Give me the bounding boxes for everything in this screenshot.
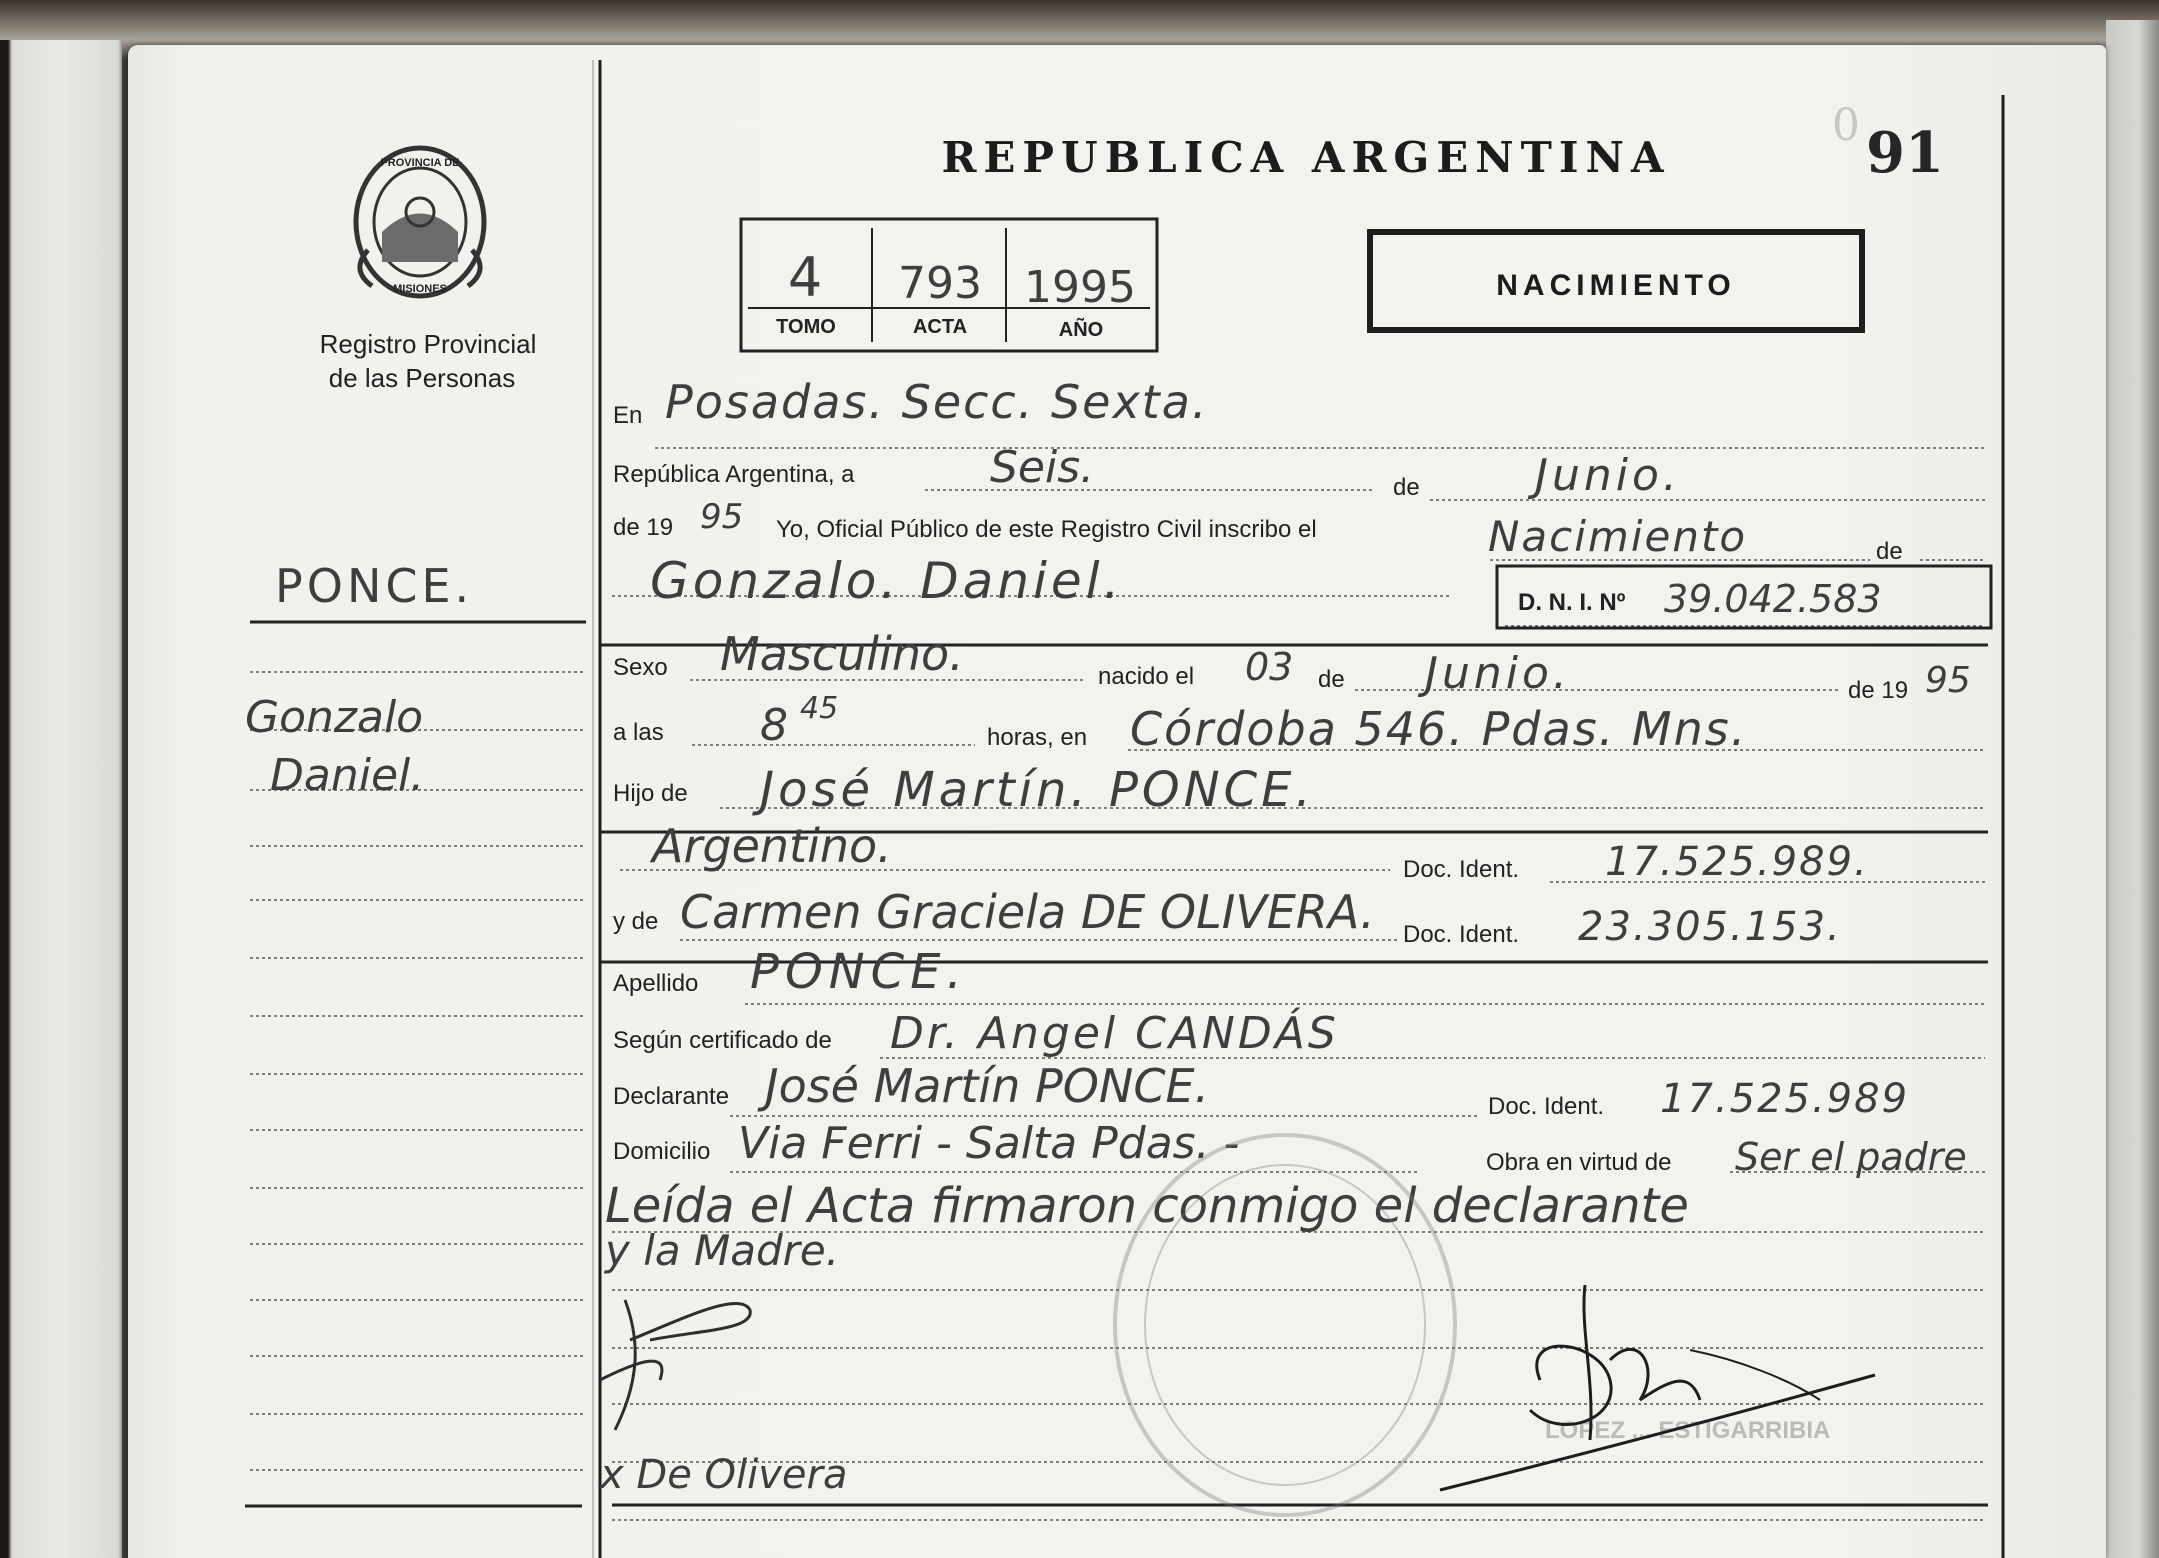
anio-label: AÑO [1058, 319, 1104, 341]
place-entry: Posadas. Secc. Sexta. [665, 375, 1209, 429]
stamp-name: LOPEZ ... ESTIGARRIBIA [1545, 1417, 1831, 1444]
anio-value: 1995 [1024, 262, 1136, 313]
folio-number: 91 [1866, 120, 1944, 186]
father-nationality-entry: Argentino. [652, 819, 892, 873]
obra-label: Obra en virtud de [1486, 1149, 1672, 1176]
dni-label: D. N. I. Nº [1518, 589, 1626, 616]
sex-entry: Masculino. [720, 627, 964, 681]
doc-label-mother: Doc. Ident. [1403, 921, 1520, 948]
en-label: En [613, 402, 643, 429]
capacity-entry: Ser el padre [1735, 1135, 1967, 1179]
father-doc-entry: 17.525.989. [1605, 839, 1869, 885]
left-signature [600, 1300, 750, 1430]
year-entry: 95 [700, 497, 744, 537]
margin-given-name-1: Gonzalo [245, 692, 424, 743]
horas-label: horas, en [987, 724, 1088, 751]
registry-name-line1: Registro Provincial [319, 329, 537, 359]
tomo-label: TOMO [776, 316, 836, 338]
a-las-label: a las [613, 719, 664, 746]
month-entry: Junio. [1535, 450, 1681, 501]
note-line-2: y la Madre. [605, 1226, 840, 1275]
acta-label: ACTA [912, 316, 968, 338]
de19-label: de 19 [613, 514, 674, 541]
birth-place-entry: Córdoba 546. Pdas. Mns. [1130, 702, 1748, 756]
y-de-label: y de [613, 908, 659, 935]
day-entry: Seis. [990, 442, 1095, 493]
doc-label-declarant: Doc. Ident. [1488, 1093, 1605, 1120]
mother-entry: Carmen Graciela DE OLIVERA. [680, 885, 1375, 939]
birth-year-entry: 95 [1925, 660, 1971, 701]
misiones-seal [356, 148, 484, 296]
doc-label-father: Doc. Ident. [1403, 856, 1520, 883]
de-label-3: de [1318, 666, 1345, 693]
handwritten-entries [598, 375, 1971, 1498]
mother-signature: x De Olivera [600, 1452, 848, 1498]
registrar-signature [1440, 1285, 1875, 1490]
hijo-label: Hijo de [613, 780, 688, 807]
father-entry: José Martín. PONCE. [760, 762, 1315, 818]
declarant-entry: José Martín PONCE. [765, 1059, 1210, 1113]
acta-value: 793 [898, 258, 982, 309]
inscribo-label: Yo, Oficial Público de este Registro Civil inscribo el [776, 516, 1317, 543]
hour-entry: 8 [760, 700, 788, 751]
event-entry: Nacimiento [1488, 512, 1748, 561]
margin-surname: PONCE. [275, 559, 474, 613]
birth-day-entry: 03 [1245, 645, 1294, 689]
de-label-2: de [1876, 538, 1903, 565]
seal-top-text: PROVINCIA DE [380, 157, 460, 169]
note-line-1: Leída el Acta firmaron conmigo el declarante [605, 1178, 1689, 1234]
apellido-label: Apellido [613, 970, 699, 997]
sexo-label: Sexo [613, 654, 668, 681]
mother-doc-entry: 23.305.153. [1578, 904, 1842, 950]
birth-month-entry: Junio. [1425, 648, 1571, 699]
dni-entry: 39.042.583 [1664, 577, 1882, 621]
doctor-entry: Dr. Angel CANDÁS [890, 1008, 1339, 1059]
nacido-label: nacido el [1098, 663, 1195, 690]
de19-label-2: de 19 [1848, 677, 1909, 704]
act-type-box [1370, 232, 1862, 330]
act-type-label: NACIMIENTO [1496, 269, 1736, 302]
record-id-box [741, 219, 1157, 351]
country-title: REPUBLICA ARGENTINA [941, 133, 1671, 182]
domicilio-label: Domicilio [613, 1138, 711, 1165]
registry-name-line2: de las Personas [328, 363, 516, 393]
republica-label: República Argentina, a [613, 461, 855, 488]
margin-given-name-2: Daniel. [270, 750, 425, 801]
address-entry: Via Ferri - Salta Pdas. - [738, 1118, 1240, 1169]
de-label-1: de [1393, 474, 1420, 501]
tomo-value: 4 [787, 246, 823, 309]
declarante-label: Declarante [613, 1083, 730, 1110]
name-entry: Gonzalo. Daniel. [650, 552, 1124, 610]
minutes-entry: 45 [800, 691, 839, 726]
seal-bottom-text: MISIONES [393, 283, 447, 295]
faint-folio: 0 [1832, 100, 1860, 151]
certificado-label: Según certificado de [613, 1027, 832, 1054]
declarant-doc-entry: 17.525.989 [1660, 1076, 1910, 1122]
surname-entry: PONCE. [750, 944, 968, 1000]
